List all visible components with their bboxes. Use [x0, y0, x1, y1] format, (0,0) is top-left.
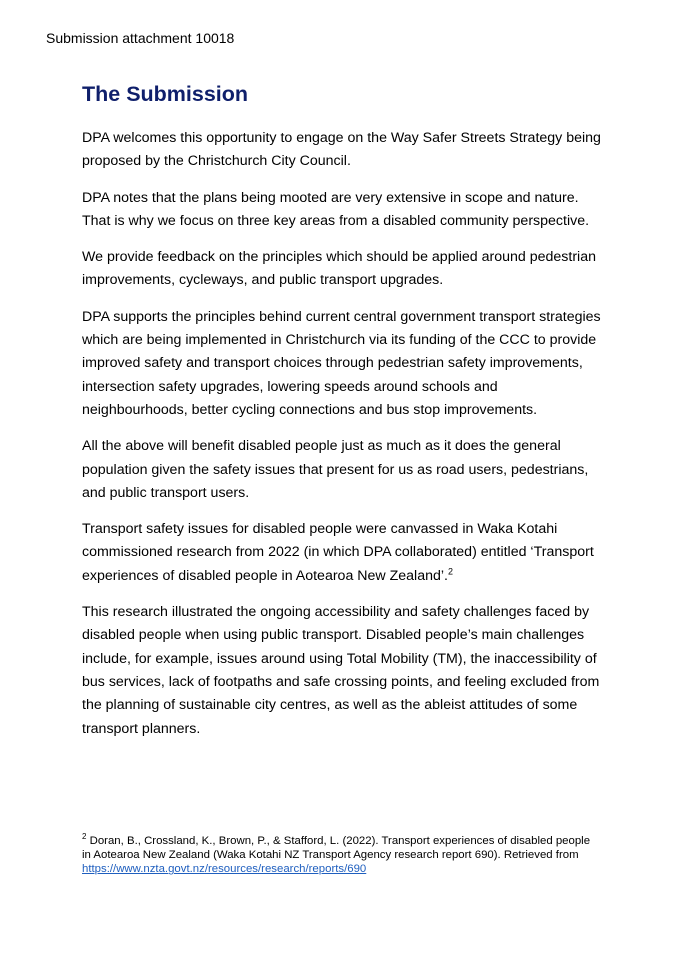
paragraph-6-text: Transport safety issues for disabled people were canvassed in Waka Kotahi commissioned research from 2022 (in which DPA collaborated) entitled ‘Transport experiences of disabled people in Aotearoa New Zealand’. [82, 521, 594, 584]
paragraph-2: DPA notes that the plans being mooted are very extensive in scope and nature. That is why we focus on three key areas from a disabled community perspective. [82, 189, 590, 229]
paragraph-5: All the above will benefit disabled people just as much as it does the general population given the safety issues that present for us as road users, pedestrians, and public transport users. [82, 438, 589, 501]
footnote [82, 834, 602, 877]
paragraph-1: DPA welcomes this opportunity to engage on the Way Safer Streets Strategy being proposed by the Christchurch City Council. [82, 130, 601, 170]
document-body [82, 80, 602, 754]
paragraph-6 [82, 518, 602, 588]
footnote-reference[interactable]: 2 [447, 566, 453, 577]
page-header: Submission attachment 10018 [46, 30, 235, 46]
footnote-text: Doran, B., Crossland, K., Brown, P., & Stafford, L. (2022). Transport experiences of disabled people in Aotearoa New Zealand (Waka Kotahi NZ Transport Agency research report 690). Retrieved from [82, 835, 591, 862]
paragraph-4: DPA supports the principles behind current central government transport strategies which are being implemented in Christchurch via its funding of the CCC to provide improved safety and transport choices through pedestrian safety improvements, intersection safety upgrades, lowering speeds around schools and neighbourhoods, better cycling connections and bus stop improvements. [82, 308, 601, 418]
section-title: The Submission [82, 82, 249, 106]
paragraph-7: This research illustrated the ongoing accessibility and safety challenges faced by disabled people when using public transport. Disabled people’s main challenges include, for example, issues around using Total Mobility (TM), the inaccessibility of bus services, lack of footpaths and safe crossing points, and feeling excluded from the planning of sustainable city centres, as well as the ableist attitudes of some transport planners. [82, 604, 600, 737]
footnote-link[interactable]: https://www.nzta.govt.nz/resources/research/reports/690 [82, 863, 367, 876]
paragraph-3: We provide feedback on the principles which should be applied around pedestrian improvements, cycleways, and public transport upgrades. [82, 249, 596, 289]
footnote-number: 2 [82, 832, 87, 842]
